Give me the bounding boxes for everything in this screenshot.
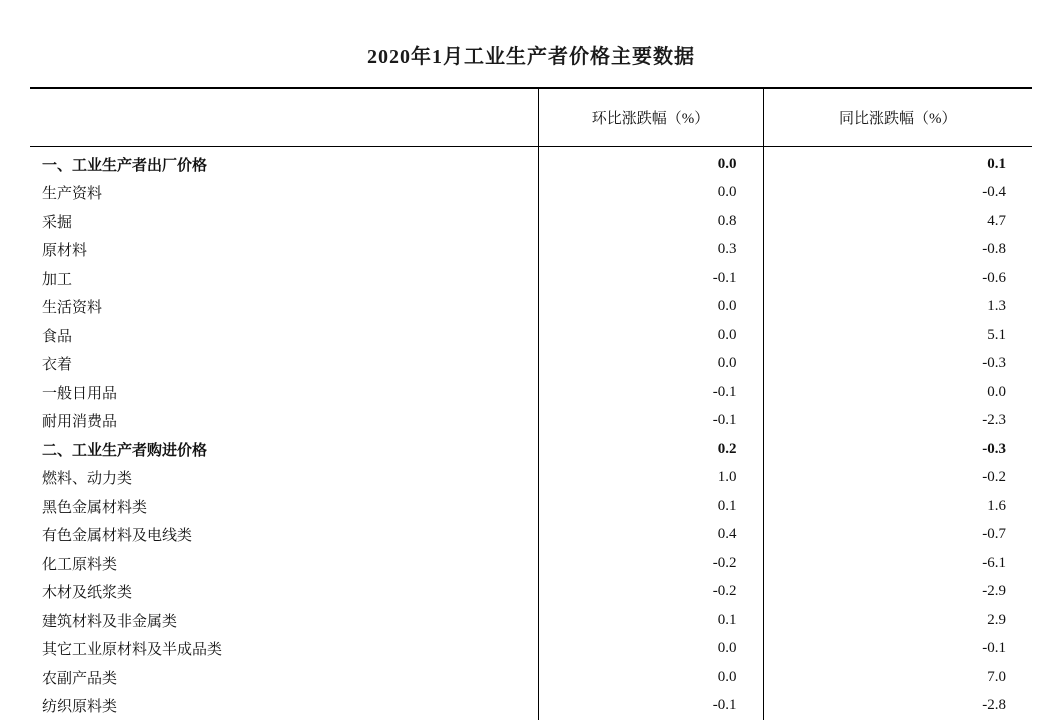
table-row [30,264,1032,293]
row-label: 一、工业生产者出厂价格 [30,147,538,179]
row-label: 化工原料类 [30,549,538,578]
table-header [30,88,1032,147]
cell-year-on-year: -2.8 [763,692,1032,720]
cell-year-on-year: 7.0 [763,663,1032,692]
cell-year-on-year: -0.2 [763,464,1032,493]
table-row [30,321,1032,350]
table-body [30,147,1032,720]
column-header-month-on-month: 环比涨跌幅（%） [538,88,763,147]
row-label: 生活资料 [30,293,538,322]
cell-year-on-year: 2.9 [763,606,1032,635]
row-label: 黑色金属材料类 [30,492,538,521]
row-label: 一般日用品 [30,378,538,407]
cell-month-on-month: 0.1 [538,492,763,521]
cell-year-on-year: -0.4 [763,179,1032,208]
page-title: 2020年1月工业生产者价格主要数据 [30,0,1032,87]
table-row [30,179,1032,208]
cell-year-on-year: 1.3 [763,293,1032,322]
table-row [30,549,1032,578]
cell-year-on-year: -2.9 [763,578,1032,607]
cell-year-on-year: -0.3 [763,350,1032,379]
column-header-label [30,88,538,147]
row-label: 衣着 [30,350,538,379]
cell-year-on-year: 1.6 [763,492,1032,521]
cell-year-on-year: -6.1 [763,549,1032,578]
cell-month-on-month: 0.2 [538,435,763,464]
row-label: 耐用消费品 [30,407,538,436]
table-row [30,521,1032,550]
row-label: 二、工业生产者购进价格 [30,435,538,464]
table-row [30,606,1032,635]
table-row [30,350,1032,379]
table-row [30,407,1032,436]
table-row [30,207,1032,236]
cell-month-on-month: 0.4 [538,521,763,550]
cell-month-on-month: 1.0 [538,464,763,493]
row-label: 生产资料 [30,179,538,208]
cell-month-on-month: -0.1 [538,264,763,293]
cell-year-on-year: 5.1 [763,321,1032,350]
row-label: 农副产品类 [30,663,538,692]
cell-year-on-year: 0.0 [763,378,1032,407]
table-header-row [30,88,1032,147]
cell-month-on-month: 0.0 [538,635,763,664]
cell-month-on-month: 0.0 [538,321,763,350]
cell-month-on-month: 0.1 [538,606,763,635]
cell-year-on-year: 0.1 [763,147,1032,179]
cell-month-on-month: 0.0 [538,179,763,208]
row-label: 采掘 [30,207,538,236]
cell-month-on-month: 0.3 [538,236,763,265]
row-label: 建筑材料及非金属类 [30,606,538,635]
row-label: 纺织原料类 [30,692,538,720]
row-label: 其它工业原材料及半成品类 [30,635,538,664]
cell-month-on-month: -0.1 [538,692,763,720]
cell-year-on-year: -0.1 [763,635,1032,664]
table-row [30,692,1032,720]
table-row [30,293,1032,322]
table-row [30,635,1032,664]
row-label: 木材及纸浆类 [30,578,538,607]
column-header-year-on-year: 同比涨跌幅（%） [763,88,1032,147]
cell-month-on-month: 0.8 [538,207,763,236]
cell-month-on-month: -0.2 [538,578,763,607]
table-row [30,578,1032,607]
table-row [30,464,1032,493]
table-row [30,492,1032,521]
cell-year-on-year: -2.3 [763,407,1032,436]
cell-month-on-month: -0.1 [538,378,763,407]
row-label: 原材料 [30,236,538,265]
table-row [30,435,1032,464]
cell-year-on-year: 4.7 [763,207,1032,236]
row-label: 燃料、动力类 [30,464,538,493]
cell-year-on-year: -0.3 [763,435,1032,464]
cell-month-on-month: -0.2 [538,549,763,578]
cell-month-on-month: 0.0 [538,663,763,692]
table-row [30,236,1032,265]
cell-year-on-year: -0.8 [763,236,1032,265]
cell-month-on-month: 0.0 [538,350,763,379]
table-row [30,378,1032,407]
cell-month-on-month: -0.1 [538,407,763,436]
cell-year-on-year: -0.6 [763,264,1032,293]
cell-year-on-year: -0.7 [763,521,1032,550]
cell-month-on-month: 0.0 [538,147,763,179]
table-row [30,663,1032,692]
row-label: 有色金属材料及电线类 [30,521,538,550]
row-label: 食品 [30,321,538,350]
row-label: 加工 [30,264,538,293]
cell-month-on-month: 0.0 [538,293,763,322]
ppi-data-table [30,87,1032,720]
table-row [30,147,1032,179]
